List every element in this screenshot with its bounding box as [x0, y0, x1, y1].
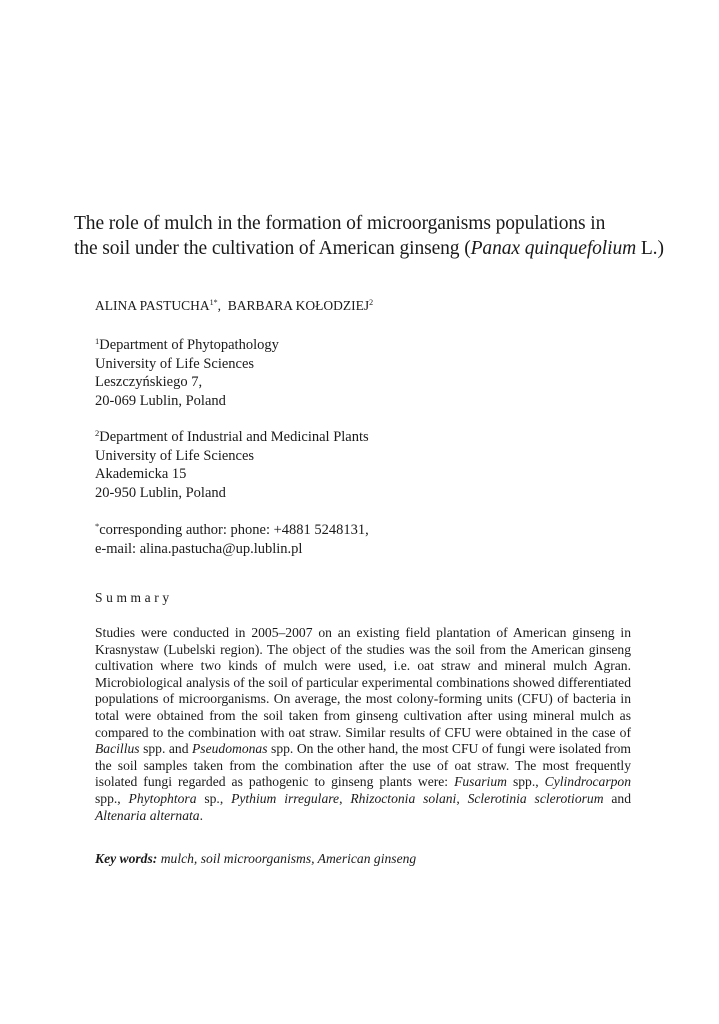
species-rhizoctonia: Rhizoctonia solani [350, 790, 457, 806]
species-altenaria: Altenaria alternata [95, 807, 200, 823]
affiliation-1-sup: 1 [95, 336, 100, 346]
affiliation-2-department: Department of Industrial and Medicinal Plants [99, 429, 369, 445]
corresponding-sup: * [95, 521, 100, 531]
abstract-text-6: sp., [196, 790, 232, 806]
affiliation-2-line-2: University of Life Sciences [95, 447, 255, 464]
genus-bacillus: Bacillus [95, 741, 140, 757]
author-1: ALINA PASTUCHA [95, 298, 210, 313]
abstract-text-1: Studies were conducted in 2005–2007 on an existing field plantation of American ginseng in Krasnystaw (Lubelski region). The object of the studies was the soil from the American ginseng cultivation where two kinds of mulch were used, i.e. oat straw and mineral mulch Agran. Microbiological analysis of the soil of particular experimental combinations showed differentiated populations of microorganisms. On average, the most colony-forming units (CFU) of bacteria in total were obtained from the soil taken from ginseng cultivation after using mineral mulch as compared to the combination with oat straw. Similar results of CFU were obtained in the case of [95, 625, 631, 740]
abstract-text-10: . [199, 807, 203, 823]
affiliation-2-line-1 [95, 424, 369, 447]
keywords [95, 851, 416, 867]
keywords-text: mulch, soil microorganisms, American ginseng [157, 851, 417, 866]
title-line-1: The role of mulch in the formation of microorganisms populations in [74, 213, 606, 234]
paper-title [74, 211, 694, 261]
affiliation-1-line-1 [95, 332, 279, 355]
abstract-text-8: , [456, 790, 468, 806]
abstract-paragraph [95, 625, 631, 824]
title-species: Panax quinquefolium [470, 238, 637, 259]
corresponding-phone: corresponding author: phone: +4881 5248131, [99, 522, 369, 538]
affiliation-2-line-3: Akademicka 15 [95, 466, 187, 483]
author-2: BARBARA KOŁODZIEJ [227, 298, 370, 313]
title-line-2 [74, 236, 694, 261]
title-line-2-suffix: L.) [636, 238, 664, 259]
abstract-text-2: spp. and [139, 741, 192, 757]
author-2-sup: 2 [369, 298, 374, 307]
species-sclerotinia: Sclerotinia sclerotiorum [467, 790, 604, 806]
affiliation-1-line-3: Leszczyńskiego 7, [95, 374, 203, 391]
abstract-text-5: spp., [95, 790, 129, 806]
title-line-2-prefix: the soil under the cultivation of American ginseng ( [74, 238, 471, 259]
genus-cylindrocarpon: Cylindrocarpon [544, 774, 631, 790]
author-separator: , [217, 298, 222, 313]
corresponding-line-1 [95, 517, 369, 540]
affiliation-1-line-2: University of Life Sciences [95, 355, 255, 372]
abstract-text-3: spp. On the other hand, the most CFU of fungi were isolated from the soil samples taken from the combination after the use of oat straw. The most frequently isolated fungi regarded as pathogenic to ginseng plants were: [95, 741, 632, 790]
author-1-sup: 1* [209, 298, 218, 307]
affiliation-2 [95, 424, 369, 502]
author-list [95, 294, 373, 315]
affiliation-2-line-4: 20-950 Lublin, Poland [95, 484, 226, 501]
species-pythium: Pythium irregulare [231, 790, 340, 806]
genus-pseudomonas: Pseudomonas [192, 741, 268, 757]
genus-fusarium: Fusarium [454, 774, 507, 790]
affiliation-1 [95, 332, 279, 410]
affiliation-2-sup: 2 [95, 428, 100, 438]
abstract-text-4: spp., [506, 774, 545, 790]
corresponding-author [95, 517, 369, 558]
genus-phytophtora: Phytophtora [128, 790, 197, 806]
abstract-text-9: and [603, 790, 631, 806]
keywords-label: Key words: [95, 851, 158, 866]
corresponding-email: e-mail: alina.pastucha@up.lublin.pl [95, 540, 303, 557]
affiliation-1-department: Department of Phytopathology [99, 337, 279, 353]
affiliation-1-line-4: 20-069 Lublin, Poland [95, 392, 226, 409]
summary-heading: Summary [95, 590, 173, 605]
abstract-text-7: , [339, 790, 351, 806]
